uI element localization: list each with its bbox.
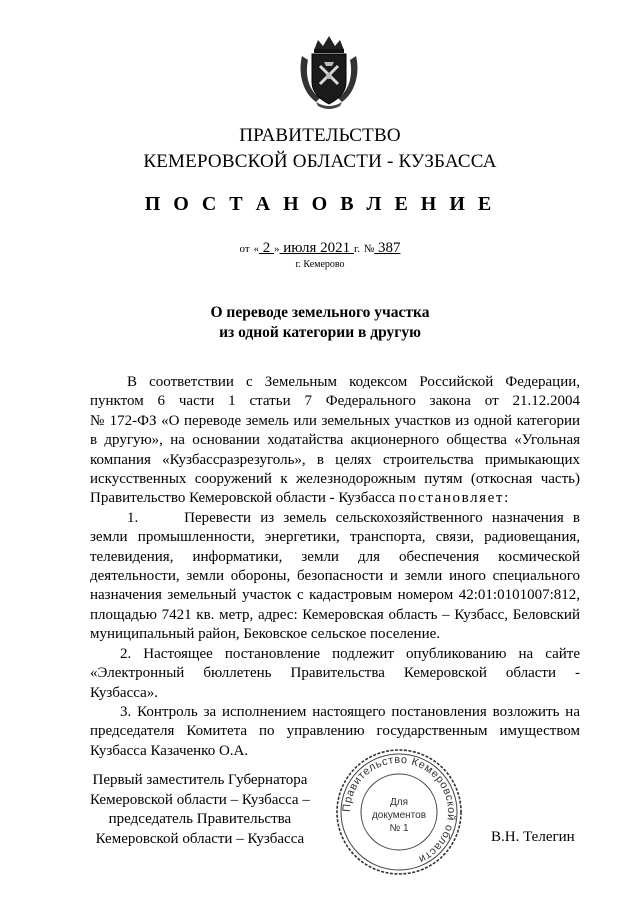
- body-line: назначения земельный участок с кадастровым номером 42:01:0101007:812,: [90, 587, 580, 604]
- city: г. Кемерово: [295, 259, 345, 270]
- body-line: площадью 7421 кв. метр, адрес: Кемеровская область – Кузбасс, Беловский: [90, 606, 580, 623]
- body-line: телевидения, информатики, земли для обеспечения космической: [90, 548, 580, 565]
- body-line: председателя Комитета по управлению государственным имуществом: [90, 723, 580, 740]
- body-line: [90, 489, 580, 508]
- body-line: муниципальный район, Бековское сельское поселение.: [90, 626, 441, 643]
- signer-name: В.Н. Телегин: [491, 829, 575, 845]
- quote-close: »: [273, 243, 280, 255]
- body-line: 1. Перевести из земель сельскохозяйственного назначения в: [127, 509, 580, 526]
- stamp-center-line: документов: [371, 810, 427, 821]
- document-number: 387: [374, 240, 401, 256]
- body-line: компания «Кузбассразрезуголь», в целях строительства примыкающих: [90, 451, 580, 468]
- issuer-line-1: ПРАВИТЕЛЬСТВО: [239, 125, 401, 146]
- signer-line: Первый заместитель Губернатора: [92, 772, 308, 788]
- body-line: искусственных сооружений к железнодорожным путям (откосная часть): [90, 471, 580, 488]
- body-line: № 172-ФЗ «О переводе земель или земельных участков из одной категории: [90, 412, 580, 429]
- body-line: Кузбасса».: [90, 684, 158, 701]
- body-text: Правительство Кемеровской области - Кузбасса: [90, 490, 399, 507]
- date-line: [0, 240, 640, 257]
- body-line: 2. Настоящее постановление подлежит опубликованию на сайте: [120, 645, 580, 662]
- decree-verb: постановляет: [398, 490, 505, 507]
- document-title: П О С Т А Н О В Л Е Н И Е: [144, 193, 496, 215]
- body-line: земли промышленности, энергетики, транспорта, связи, радиовещания,: [90, 529, 580, 546]
- official-stamp: [334, 747, 464, 877]
- signer-line: председатель Правительства: [108, 811, 292, 827]
- stamp-center-line: Для: [389, 797, 409, 808]
- date-day: 2: [258, 240, 274, 256]
- subject-heading: [0, 303, 640, 343]
- body-line: Кузбасса Казаченко О.А.: [90, 742, 249, 759]
- year-suffix: г.: [353, 243, 360, 255]
- subject-line: О переводе земельного участка: [210, 304, 430, 321]
- body-text: :: [504, 490, 509, 507]
- number-label: №: [363, 243, 375, 255]
- date-month-year: июля 2021: [279, 240, 354, 256]
- subject-line: из одной категории в другую: [219, 324, 421, 341]
- coat-of-arms-emblem: [296, 32, 362, 110]
- document-body: [90, 373, 580, 761]
- signer-line: Кемеровской области – Кузбасса –: [90, 791, 310, 808]
- body-line: в другую», на основании ходатайства акционерного общества «Угольная: [90, 432, 580, 449]
- signer-title: [90, 771, 310, 849]
- stamp-center-line: № 1: [389, 823, 409, 834]
- body-line: 3. Контроль за исполнением настоящего постановления возложить на: [120, 703, 580, 720]
- body-line: В соответствии с Земельным кодексом Российской Федерации,: [127, 374, 580, 390]
- date-prefix: от: [239, 243, 250, 255]
- body-line: деятельности, земли обороны, безопасности и земли иного специального: [90, 568, 580, 585]
- issuer-line-2: КЕМЕРОВСКОЙ ОБЛАСТИ - КУЗБАССА: [143, 151, 497, 172]
- stamp-ring-text: Правительство Кемеровской области: [340, 753, 458, 866]
- quote-open: «: [253, 243, 259, 255]
- body-line: пунктом 6 части 1 статьи 7 Федерального закона от 21.12.2004: [90, 393, 580, 410]
- signer-line: Кемеровской области – Кузбасса: [95, 830, 305, 847]
- body-line: «Электронный бюллетень Правительства Кемеровской области -: [90, 665, 580, 682]
